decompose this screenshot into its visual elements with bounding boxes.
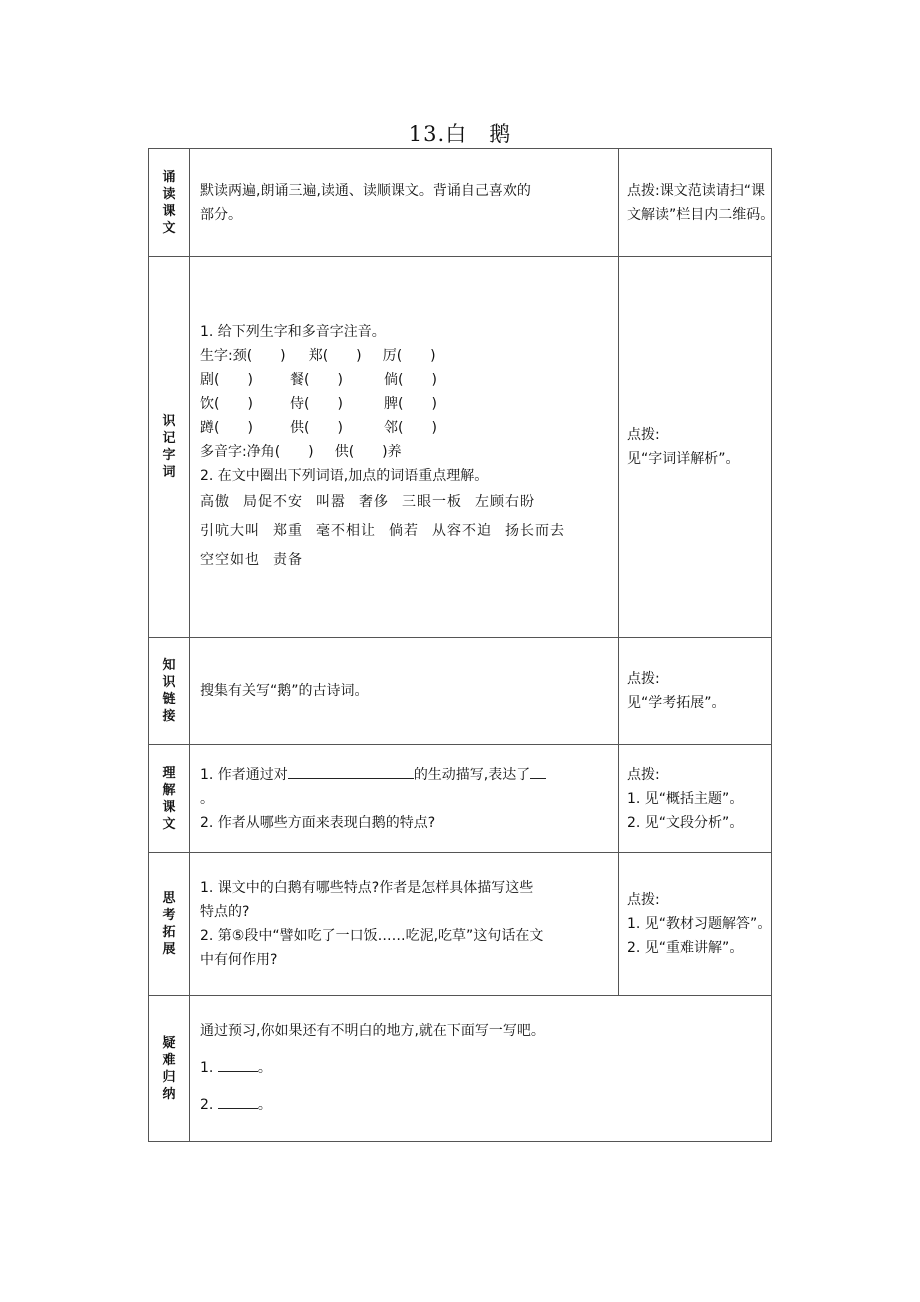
row-content: 默读两遍,朗诵三遍,读通、读顺课文。背诵自己喜欢的 部分。 [190, 149, 619, 257]
row-content: 1. 给下列生字和多音字注音。 生字:颈( ) 郑( ) 厉( ) 剧( ) 餐( ) 倘( ) 饮( ) 侍( ) 脾( ) 蹲( ) 供( ) 邻( ) 多音字:净角( ) 供( )养 2. 在文中圈出下列词语,加点的词语重点理解。 高傲 局促不安 叫嚣 奢侈 三眼一板 左顾右盼 引吭大叫 郑重 毫不相让 倘若 从容不迫 扬长而去 空空如也 责备 [190, 257, 619, 638]
table-row [149, 745, 772, 853]
table-row [149, 996, 772, 1142]
table-row [149, 638, 772, 745]
answer-blank[interactable] [530, 762, 546, 779]
row-tip: 点拨: 见“学考拓展”。 [619, 638, 772, 745]
row-content: 通过预习,你如果还有不明白的地方,就在下面写一写吧。 1. 。 2. 。 [190, 996, 772, 1142]
row-tip: 点拨: 见“字词详解析”。 [619, 257, 772, 638]
title-char-1: 白 [445, 122, 468, 146]
row-label: 识记字词 [149, 257, 190, 638]
row-label: 思考拓展 [149, 853, 190, 996]
row-label: 理解课文 [149, 745, 190, 853]
row-content: 搜集有关写“鹅”的古诗词。 [190, 638, 619, 745]
page-title [0, 118, 920, 148]
row-tip: 点拨: 1. 见“概括主题”。 2. 见“文段分析”。 [619, 745, 772, 853]
row-label: 知识链接 [149, 638, 190, 745]
title-number: 13. [408, 122, 446, 146]
table-row [149, 257, 772, 638]
char-list: 生字:颈( ) 郑( ) 厉( ) 剧( ) 餐( ) 倘( ) 饮( ) 侍( ) 脾( ) 蹲( ) 供( ) 邻( ) 多音字:净角( ) 供( )养 [200, 347, 437, 460]
row-content: 1. 作者通过对 的生动描写,表达了 。 2. 作者从哪些方面来表现白鹅的特点? [190, 745, 619, 853]
table-row [149, 149, 772, 257]
table-row [149, 853, 772, 996]
answer-blank[interactable] [218, 1092, 258, 1109]
row-content: 1. 课文中的白鹅有哪些特点?作者是怎样具体描写这些 特点的? 2. 第⑤段中“譬如吃了一口饭……吃泥,吃草”这句话在文 中有何作用? [190, 853, 619, 996]
title-char-2: 鹅 [489, 122, 512, 146]
answer-blank[interactable] [288, 762, 414, 779]
row-label: 诵读课文 [149, 149, 190, 257]
preview-table [148, 148, 775, 1142]
word-list: 高傲 局促不安 叫嚣 奢侈 三眼一板 左顾右盼 引吭大叫 郑重 毫不相让 倘若 从容不迫 扬长而去 空空如也 责备 [200, 493, 565, 568]
row-label: 疑难归纳 [149, 996, 190, 1142]
answer-blank[interactable] [218, 1055, 258, 1072]
row-tip: 点拨:课文范读请扫“课 文解读”栏目内二维码。 [619, 149, 772, 257]
row-tip: 点拨: 1. 见“教材习题解答”。 2. 见“重难讲解”。 [619, 853, 772, 996]
